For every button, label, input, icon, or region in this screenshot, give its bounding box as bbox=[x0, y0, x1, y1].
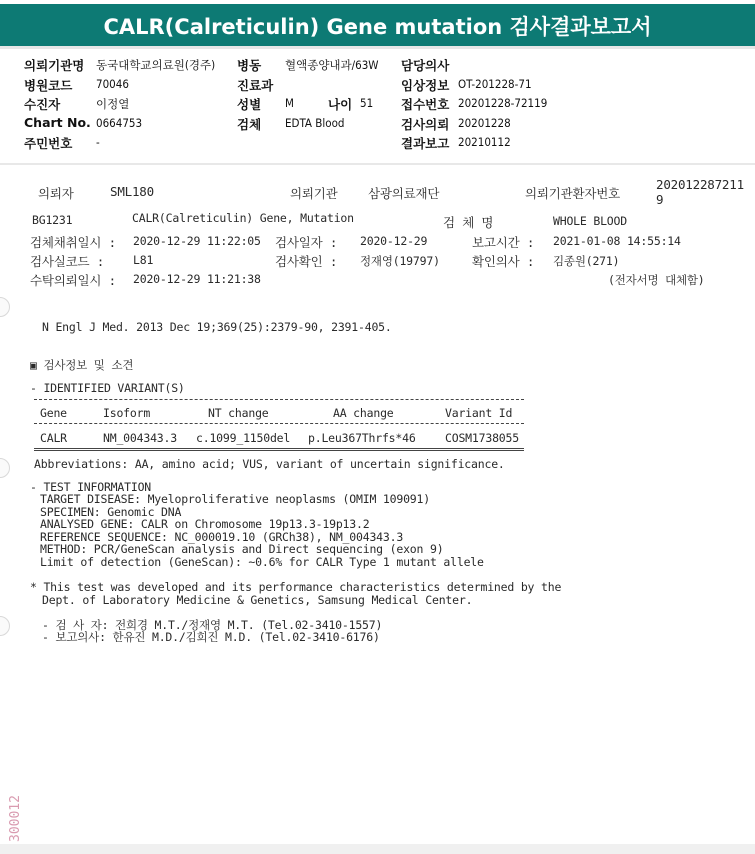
physician-label: 담당의사 bbox=[401, 58, 450, 73]
received-value: 2020-12-29 11:21:38 bbox=[133, 272, 261, 286]
room-code-value: L81 bbox=[133, 253, 154, 267]
cell-gene: CALR bbox=[40, 431, 67, 445]
test-info-line: SPECIMEN: Genomic DNA bbox=[40, 505, 182, 519]
confirm-label: 검사확인 : bbox=[275, 254, 338, 269]
reference-citation: N Engl J Med. 2013 Dec 19;369(25):2379-90, 2391-405. bbox=[42, 320, 392, 334]
collect-label: 검체채취일시 : bbox=[30, 235, 116, 250]
test-date-label: 검사일자 : bbox=[275, 235, 338, 250]
col-variant-id: Variant Id bbox=[445, 406, 513, 420]
binder-hole bbox=[0, 297, 10, 317]
staff-reporter: - 보고의사: 한유진 M.D./김희진 M.D. (Tel.02-3410-6176) bbox=[42, 630, 380, 644]
confirm-doctor-value: 김종원(271) bbox=[553, 254, 620, 268]
age-label: 나이 bbox=[328, 97, 353, 112]
hospital-code-label: 병원코드 bbox=[24, 78, 73, 93]
side-stamp: 300012 bbox=[8, 795, 23, 842]
cell-isoform: NM_004343.3 bbox=[103, 431, 177, 445]
resident-no-value: - bbox=[96, 135, 100, 149]
hospital-code-value: 70046 bbox=[96, 77, 129, 91]
report-time-value: 2021-01-08 14:55:14 bbox=[553, 234, 681, 248]
disclaimer-line-2: Dept. of Laboratory Medicine & Genetics, Samsung Medical Center. bbox=[42, 593, 473, 607]
req-institution-label: 의뢰기관 bbox=[290, 186, 338, 201]
req-patient-no-label: 의뢰기관환자번호 bbox=[525, 186, 621, 201]
bottom-bar bbox=[0, 844, 755, 854]
cell-aa-change: p.Leu367Thrfs*46 bbox=[308, 431, 416, 445]
disclaimer-line-1: * This test was developed and its performance characteristics determined by the bbox=[30, 580, 562, 594]
requester-label: 의뢰자 bbox=[38, 186, 74, 201]
table-bottom-rule bbox=[34, 448, 524, 451]
collect-value: 2020-12-29 11:22:05 bbox=[133, 234, 261, 248]
test-info-line: REFERENCE SEQUENCE: NC_000019.10 (GRCh38), NM_004343.3 bbox=[40, 530, 404, 544]
identified-variants-title: - IDENTIFIED VARIANT(S) bbox=[30, 381, 185, 395]
test-date-value: 2020-12-29 bbox=[360, 234, 428, 248]
patient-label: 수진자 bbox=[24, 97, 61, 112]
sex-label: 성별 bbox=[237, 97, 262, 112]
request-date-value: 20201228 bbox=[458, 116, 511, 130]
specimen-name-value: WHOLE BLOOD bbox=[553, 214, 627, 228]
report-title: CALR(Calreticulin) Gene mutation 검사결과보고서 bbox=[0, 4, 755, 49]
test-info-line: TARGET DISEASE: Myeloproliferative neoplasms (OMIM 109091) bbox=[40, 492, 430, 506]
binder-hole bbox=[0, 616, 10, 636]
table-top-rule bbox=[34, 399, 524, 400]
specimen-name-label: 검 체 명 bbox=[443, 215, 494, 230]
header-separator bbox=[0, 163, 755, 165]
req-institution-value: 삼광의료재단 bbox=[368, 186, 440, 201]
abbreviations: Abbreviations: AA, amino acid; VUS, variant of uncertain significance. bbox=[34, 457, 505, 471]
sex-value: M bbox=[285, 96, 294, 110]
specimen-label: 검체 bbox=[237, 117, 262, 132]
binder-hole bbox=[0, 458, 10, 478]
esign-note: (전자서명 대체함) bbox=[608, 273, 705, 287]
clinical-info-value: OT-201228-71 bbox=[458, 77, 532, 91]
report-date-label: 결과보고 bbox=[401, 136, 450, 151]
accession-label: 접수번호 bbox=[401, 97, 450, 112]
test-info-line: Limit of detection (GeneScan): ~0.6% for CALR Type 1 mutant allele bbox=[40, 555, 484, 569]
received-label: 수탁의뢰일시 : bbox=[30, 273, 116, 288]
ward-label: 병동 bbox=[237, 58, 262, 73]
confirm-value: 정재영(19797) bbox=[360, 254, 440, 268]
institution-label: 의뢰기관명 bbox=[24, 58, 85, 73]
requester-value: SML180 bbox=[110, 184, 154, 199]
cell-variant-id: COSM1738055 bbox=[445, 431, 519, 445]
confirm-doctor-label: 확인의사 : bbox=[472, 254, 535, 269]
patient-value: 이정열 bbox=[96, 97, 130, 111]
request-date-label: 검사의뢰 bbox=[401, 117, 450, 132]
test-info-title: - TEST INFORMATION bbox=[30, 480, 152, 494]
col-nt-change: NT change bbox=[208, 406, 269, 420]
col-aa-change: AA change bbox=[333, 406, 394, 420]
report-date-value: 20210112 bbox=[458, 135, 511, 149]
staff-tester: - 검 사 자: 전희경 M.T./정재영 M.T. (Tel.02-3410-1557) bbox=[42, 618, 383, 632]
test-info-line: ANALYSED GENE: CALR on Chromosome 19p13.3-19p13.2 bbox=[40, 517, 370, 531]
test-name: CALR(Calreticulin) Gene, Mutation bbox=[132, 211, 354, 225]
test-info-line: METHOD: PCR/GeneScan analysis and Direct sequencing (exon 9) bbox=[40, 542, 444, 556]
chart-no-label: Chart No. bbox=[24, 115, 91, 130]
ward-value: 혈액종양내과/63W bbox=[285, 58, 379, 72]
req-patient-no-value-2: 9 bbox=[656, 192, 664, 207]
accession-value: 20201228-72119 bbox=[458, 96, 548, 110]
resident-no-label: 주민번호 bbox=[24, 136, 73, 151]
col-gene: Gene bbox=[40, 406, 67, 420]
cell-nt-change: c.1099_1150del bbox=[196, 431, 291, 445]
specimen-value: EDTA Blood bbox=[285, 116, 345, 130]
department-label: 진료과 bbox=[237, 78, 274, 93]
col-isoform: Isoform bbox=[103, 406, 151, 420]
report-time-label: 보고시간 : bbox=[472, 235, 535, 250]
table-header-rule bbox=[34, 423, 524, 424]
room-code-label: 검사실코드 : bbox=[30, 254, 105, 269]
chart-no-value: 0664753 bbox=[96, 116, 143, 130]
section-title: ▣ 검사정보 및 소견 bbox=[30, 358, 134, 372]
test-code: BG1231 bbox=[32, 213, 73, 227]
req-patient-no-value: 202012287211 bbox=[656, 177, 744, 192]
age-value: 51 bbox=[360, 96, 374, 110]
clinical-info-label: 임상정보 bbox=[401, 78, 450, 93]
institution-value: 동국대학교의료원(경주) bbox=[96, 58, 216, 72]
